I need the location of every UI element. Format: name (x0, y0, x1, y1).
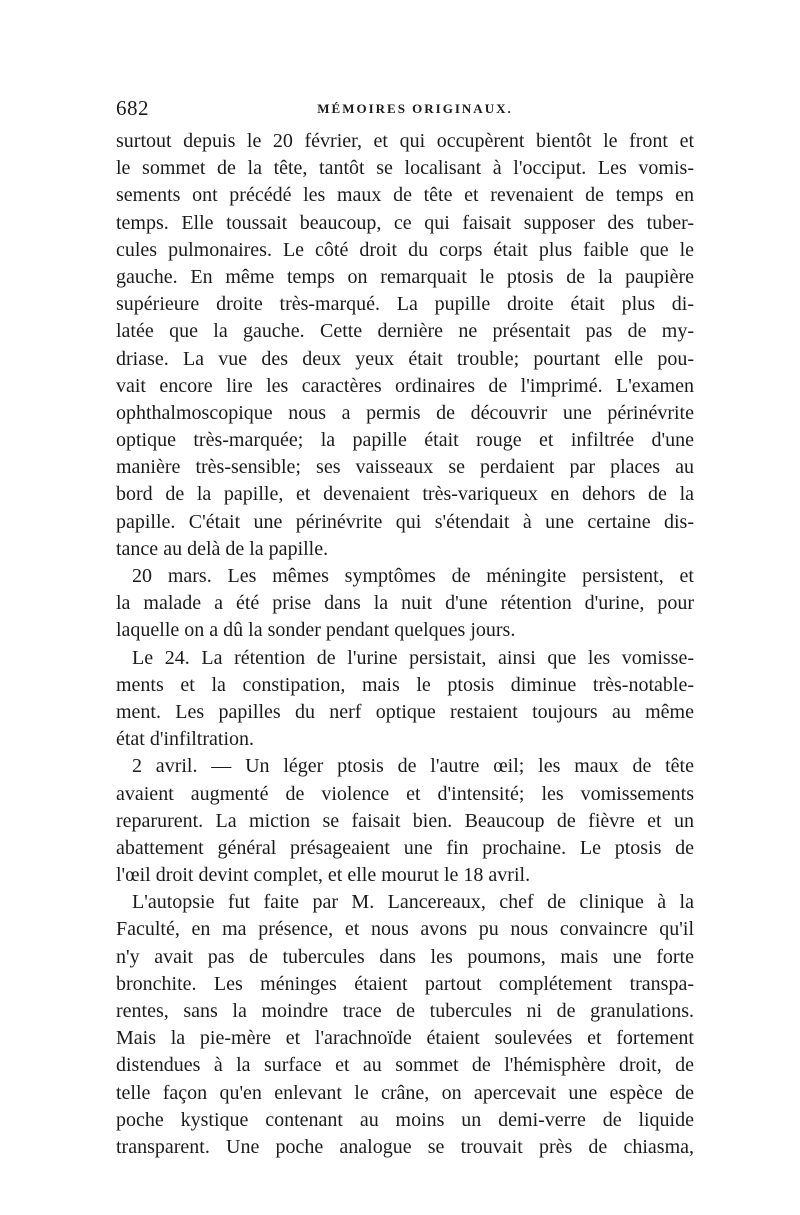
text-line: poche kystique contenant au moins un demi-verre de liquide (116, 1108, 694, 1131)
text-line: ophthalmoscopique nous a permis de découvrir une périnévrite (116, 401, 694, 424)
text-line: 20 mars. Les mêmes symptômes de méningite persistent, et (132, 565, 694, 587)
text-line: n'y avait pas de tubercules dans les poumons, mais une forte (116, 945, 694, 968)
text-line: l'œil droit devint complet, et elle mourut le 18 avril. (116, 864, 531, 887)
paragraph (116, 128, 694, 563)
page-number: 682 (116, 96, 149, 120)
text-line: distendues à la surface et au sommet de l'hémisphère droit, de (116, 1054, 694, 1077)
paragraph (116, 889, 694, 1161)
text-line: Mais la pie-mère et l'arachnoïde étaient soulevées et fortement (116, 1027, 694, 1050)
text-line: telle façon qu'en enlevant le crâne, on apercevait une espèce de (116, 1081, 694, 1104)
text-line: temps. Elle toussait beaucoup, ce qui faisait supposer des tuber- (116, 211, 694, 234)
text-line: ment. Les papilles du nerf optique restaient toujours au même (116, 700, 694, 723)
text-line: la malade a été prise dans la nuit d'une rétention d'urine, pour (116, 592, 694, 615)
text-line: manière très-sensible; ses vaisseaux se perdaient par places au (116, 456, 694, 479)
text-line: Le 24. La rétention de l'urine persistait, ainsi que les vomisse- (132, 646, 694, 669)
text-line: gauche. En même temps on remarquait le ptosis de la paupière (116, 265, 694, 288)
text-line: ments et la constipation, mais le ptosis diminue très-notable- (116, 673, 694, 696)
text-line: tance au delà de la papille. (116, 537, 329, 560)
paragraph (116, 563, 694, 645)
text-line: latée que la gauche. Cette dernière ne présentait pas de my- (116, 320, 694, 343)
text-line: abattement général présageaient une fin prochaine. Le ptosis de (116, 836, 694, 859)
text-line: rentes, sans la moindre trace de tubercules ni de granulations. (116, 1000, 694, 1022)
text-line: L'autopsie fut faite par M. Lancereaux, chef de clinique à la (132, 891, 694, 914)
text-line: supérieure droite très-marqué. La pupille droite était plus di- (116, 293, 694, 316)
text-line: avaient augmenté de violence et d'intensité; les vomissements (116, 782, 694, 805)
text-line: surtout depuis le 20 février, et qui occupèrent bientôt le front et (116, 130, 694, 152)
text-line: laquelle on a dû la sonder pendant quelques jours. (116, 619, 516, 642)
text-line: driase. La vue des deux yeux était trouble; pourtant elle pou- (116, 347, 694, 370)
text-line: état d'infiltration. (116, 728, 255, 751)
text-line: bronchite. Les méninges étaient partout complétement transpa- (116, 972, 694, 995)
page-header (116, 96, 694, 126)
text-line: sements ont précédé les maux de tête et revenaient de temps en (116, 184, 694, 207)
text-line: cules pulmonaires. Le côté droit du corps était plus faible que le (116, 238, 694, 261)
paragraph (116, 645, 694, 754)
text-line: papille. C'était une périnévrite qui s'étendait à une certaine dis- (116, 510, 694, 533)
text-line: 2 avril. — Un léger ptosis de l'autre œil; les maux de tête (132, 755, 694, 778)
text-line: Faculté, en ma présence, et nous avons pu nous convaincre qu'il (116, 918, 694, 941)
paragraph (116, 753, 694, 889)
text-line: reparurent. La miction se faisait bien. Beaucoup de fièvre et un (116, 809, 694, 832)
text-line: optique très-marquée; la papille était rouge et infiltrée d'une (116, 429, 694, 452)
text-line: le sommet de la tête, tantôt se localisant à l'occiput. Les vomis- (116, 157, 694, 180)
text-line: bord de la papille, et devenaient très-variqueux en dehors de la (116, 483, 694, 506)
text-line: vait encore lire les caractères ordinaires de l'imprimé. L'examen (116, 374, 694, 397)
running-title: MÉMOIRES ORIGINAUX. (317, 101, 513, 116)
body-text (116, 128, 694, 1161)
text-line: transparent. Une poche analogue se trouvait près de chiasma, (116, 1135, 694, 1158)
